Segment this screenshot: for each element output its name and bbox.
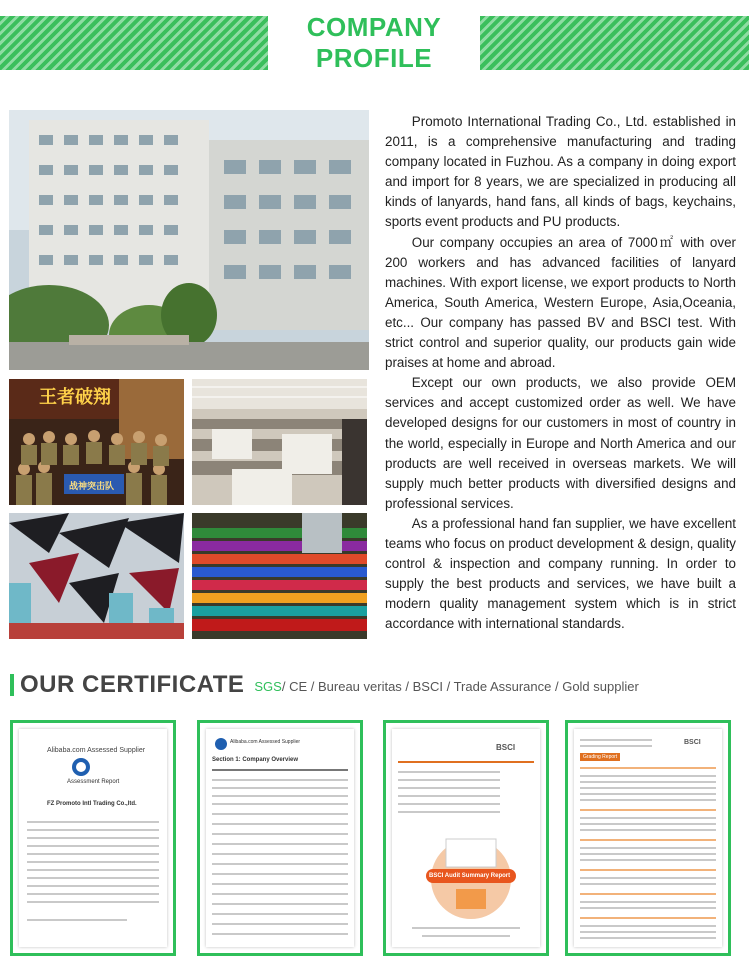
certificate-title: OUR CERTIFICATE	[20, 671, 245, 698]
cert-title: Alibaba.com Assessed Supplier	[47, 747, 146, 754]
cert-logo-icon	[214, 737, 228, 751]
team-banner-text: 王者破翔	[39, 387, 111, 407]
company-profile-text	[385, 112, 736, 634]
factory-building-photo	[9, 110, 369, 370]
bsci-logo: BSCI	[496, 743, 516, 752]
page-title	[268, 12, 480, 74]
certificate-heading	[10, 672, 639, 698]
profile-paragraph-4: As a professional hand fan supplier, we have excellent teams who focus on product development & design, quality control & inspection and company running. In order to supply the best products and services, we have built a modern quality management system which is in strict accordance with international standards.	[385, 515, 736, 632]
profile-paragraph-1: Promoto International Trading Co., Ltd. established in 2011, is a comprehensive manufacturing and trading company located in Fuzhou. As a company in doing export and import for 8 years, we are specialized in producing all kinds of lanyards, hand fans, all kinds of bags, keychains, sports event products and PU products.	[385, 114, 736, 230]
heading-accent-bar	[10, 674, 14, 696]
certificate-card-1[interactable]	[10, 720, 176, 956]
cert-logo-icon	[71, 757, 91, 779]
cert-company: FZ Promoto Intl Trading Co.,ltd.	[47, 801, 137, 807]
certificate-list: / CE / Bureau veritas / BSCI / Trade Assurance / Gold supplier	[281, 679, 639, 694]
certificate-document	[206, 729, 354, 947]
certificate-document	[574, 729, 722, 947]
certificate-card-3[interactable]	[383, 720, 549, 956]
page-title-line1: COMPANY	[306, 12, 442, 42]
colorful-lanyards-photo	[192, 513, 367, 639]
header-stripe-left	[0, 16, 268, 70]
team-slogan: 战神突击队	[69, 481, 115, 491]
cert-subtitle: BSCI Audit Summary Report	[429, 873, 511, 879]
cert-subtitle: Grading Report	[580, 753, 620, 761]
certificate-document	[392, 729, 540, 947]
certificate-sgs-label: SGS	[254, 679, 282, 694]
header-stripe-right	[480, 16, 749, 70]
cert-subtitle: Assessment Report	[67, 779, 120, 785]
certificate-card-2[interactable]	[197, 720, 363, 956]
profile-paragraph-3: Except our own products, we also provide OEM services and accept customized order as well. We have developed designs for our customers in most of country in the world, especially in Europe and North America and our products are well received in overseas markets. We will supply much better products with diversified designs and professional services.	[385, 375, 736, 511]
hand-fan-workshop-photo	[9, 513, 184, 639]
lanyard-machines-photo	[192, 379, 367, 505]
team-photo	[9, 379, 184, 505]
bsci-logo: BSCI	[684, 739, 701, 746]
cert-title: Alibaba.com Assessed Supplier	[230, 739, 301, 745]
certificate-document	[19, 729, 167, 947]
profile-paragraph-2: Our company occupies an area of 7000㎡ with over 200 workers and has advanced facilities of lanyard machines. With export license, we export products to North America, South America, Western Europe, Asia,Oceania, etc... Our company has passed BV and BSCI test. With strict control and superior quality, our products gain wide praises at home and abroad.	[385, 234, 736, 371]
certificate-card-4[interactable]	[565, 720, 731, 956]
page-title-line2: PROFILE	[315, 43, 433, 73]
cert-subtitle: Section 1: Company Overview	[212, 757, 299, 763]
